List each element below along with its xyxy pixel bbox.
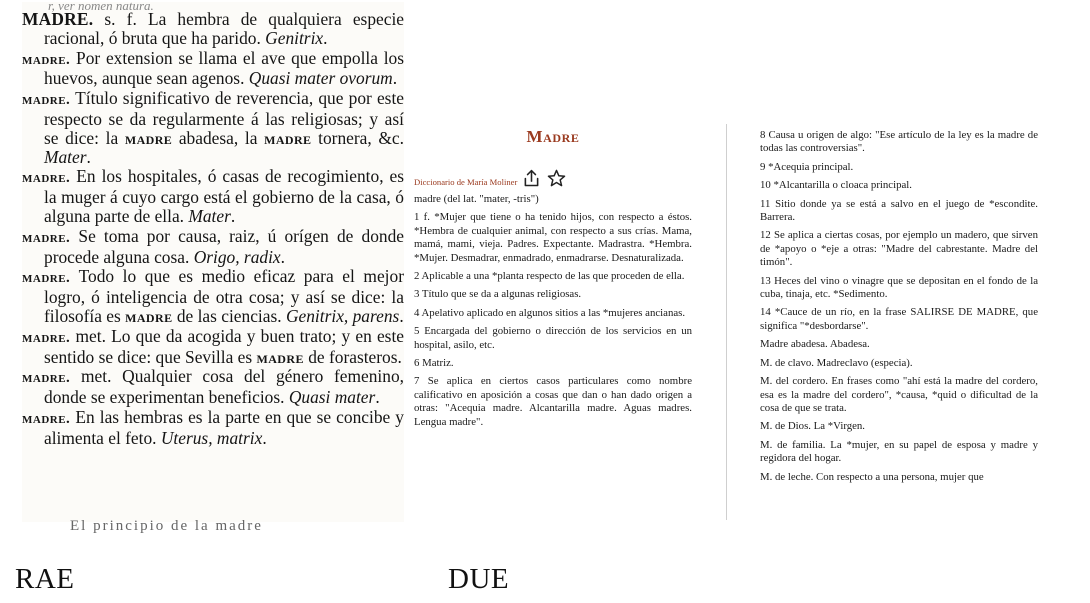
rae-entry-headword: madre. [22,51,71,68]
column-divider [726,124,727,520]
due-definition: Madre abadesa. Abadesa. [760,338,870,351]
rae-label: RAE [15,563,75,595]
rae-entry [22,327,404,367]
due-definition: madre (del lat. "mater, -tris") [414,193,539,205]
rae-entry-text: tornera, &c. [311,127,404,148]
rae-entry-smallcaps: madre [264,127,312,148]
due-definition: 2 Aplicable a una *planta respecto de las que proceden de ella. [414,270,685,283]
rae-entry-text: Título significativo de reverencia, que por este respecto se da regularmente á las religiosas; y así se dice: la [44,88,404,148]
rae-entry-text: met. Lo que da acogida y buen trato; y en este sentido se dice: que Sevilla es [44,325,404,367]
rae-entry-latin: Mater [44,146,87,167]
rae-entry [22,167,404,225]
due-definition: 4 Apelativo aplicado en algunos sitios a las *mujeres ancianas. [414,306,686,319]
due-label: DUE [448,563,510,595]
rae-entry-headword: madre. [22,270,71,287]
due-definition: M. de leche. Con respecto a una persona, mujer que [760,470,984,483]
due-definition: 7 Se aplica en ciertos casos particulares como nombre calificativo en aposición a cosas que dan o han dado origen a otras: "Acequia madre. Alcantarilla madre. Aguas madres. Lengua madre". [414,375,692,428]
rae-entry [22,10,404,48]
rae-entry-text: abadesa, la [172,127,265,148]
rae-entry-latin: Origo, radix [193,246,281,267]
due-entry-title: Madre [526,127,580,146]
due-definition: 14 *Cauce de un río, en la frase SALIRSE DE MADRE, que significa "*desbordarse". [760,306,1038,332]
rae-entry-text: met. Qualquier cosa del género femenino, donde se experimentan beneficios. [44,366,404,408]
rae-entry-text: de las ciencias. [172,305,286,326]
due-definition: M. de familia. La *mujer, en su papel de esposa y madre y regidora del hogar. [760,438,1038,465]
rae-entry-text: Se toma por causa, raiz, ú orígen de donde procede alguna cosa. [44,225,404,267]
rae-entry-text: s. f. La hembra de qualquiera especie racional, ó bruta que ha parido. [44,9,404,48]
rae-entry-latin: Uterus, matrix [160,427,263,448]
rae-entry-text: . [86,146,91,167]
rae-entry-headword: madre. [22,329,71,346]
rae-entry-text: En los hospitales, ó casas de recogimiento, es la muger á cuyo cargo está el gobierno de la casa, ó alguna parte de ella. [44,166,404,226]
rae-entry [22,89,404,166]
rae-scan-panel [22,0,404,534]
rae-entry-headword: madre. [22,229,71,246]
rae-entry-text: . [399,305,404,326]
rae-entry-text: . [262,427,267,448]
rae-entry-text: Por extension se llama el ave que empolla los huevos, aunque sean agenos. [44,47,404,89]
due-definition: M. de Dios. La *Virgen. [760,420,866,433]
rae-entry-latin: Genitrix, parens [285,305,400,326]
rae-entry-text: de forasteros. [303,346,402,367]
rae-entry-headword: madre. [22,92,71,109]
rae-entry-headword: madre. [22,370,71,387]
due-definition: 11 Sitio donde ya se está a salvo en el juego de *escondite. Barrera. [760,197,1038,224]
rae-entry-text: . [230,205,236,226]
due-definition: 1 f. *Mujer que tiene o ha tenido hijos, con respecto a éstos. *Hembra de cualquier animal, con respecto a sus crías. Mama, mamá, mami, vieja. Padres. Expectante. Madrastra. *Hembra. *Mujer. Desmadrar, enmadrado, enmadrarse. Desnaturalizada. [414,211,692,264]
due-source-link[interactable]: Diccionario de María Moliner [414,177,518,187]
due-column-2 [760,129,1038,489]
rae-top-cut-line: r, ver nomen natura. [48,0,154,13]
star-icon[interactable] [546,168,567,189]
due-definition: 12 Se aplica a ciertas cosas, por ejemplo un madero, que sirven de *apoyo o *eje a otras: "Madre del cabrestante. Madre del timón". [760,229,1038,269]
rae-entry-text: . [392,68,398,89]
rae-entry [22,49,404,89]
rae-entry-smallcaps: madre [125,305,173,326]
rae-entry-text: . [375,387,380,408]
due-definition: M. del cordero. En frases como "ahí está la madre del cordero, esa es la madre del cordero", *causa, *quid o dificultad de la cosa de que se trata. [760,375,1038,414]
rae-entry-headword: madre. [22,170,71,187]
due-definition: 3 Título que se da a algunas religiosas. [414,288,582,301]
rae-entry [22,408,404,448]
rae-entry-smallcaps: madre [124,127,173,148]
rae-entry [22,227,404,267]
due-column-1 [414,193,692,434]
rae-entry-latin: Quasi mater [288,387,376,408]
rae-entry-headword: MADRE. [22,9,94,29]
rae-entry-headword: madre. [22,410,71,427]
due-definition: 9 *Acequia principal. [760,160,854,173]
rae-entry-latin: Mater [188,205,231,226]
rae-entry-text: En las hembras es la parte en que se concibe y alimenta el feto. [44,406,404,448]
due-definition: 8 Causa u origen de algo: "Ese artículo de la ley es la madre de todas las controversias". [760,129,1038,155]
due-definition: 6 Matriz. [414,357,454,370]
rae-entry-text: . [323,27,328,48]
rae-entry-text: . [280,246,286,267]
due-definition: M. de clavo. Madreclavo (especia). [760,356,913,369]
due-definition: 10 *Alcantarilla o cloaca principal. [760,179,912,192]
rae-entry-text: Todo lo que es medio eficaz para el mejor logro, ó inteligencia de otra cosa; y así se dice: la filosofía es [44,266,404,326]
rae-entry [22,367,404,407]
due-definition: 5 Encargada del gobierno o dirección de los servicios en un hospital, asilo, etc. [414,325,692,351]
rae-entry-smallcaps: madre [256,346,304,367]
rae-entry-latin: Genitrix [265,27,324,48]
rae-bottom-cut-line: El principio de la madre [70,518,263,534]
share-icon[interactable] [521,168,542,189]
due-source-row [414,165,567,189]
rae-entry [22,267,404,325]
rae-entries [22,10,404,448]
rae-entry-latin: Quasi mater ovorum [248,68,393,89]
due-definition: 13 Heces del vino o vinagre que se depositan en el fondo de la cuba, tinaja, etc. *Sedimento. [760,274,1038,301]
